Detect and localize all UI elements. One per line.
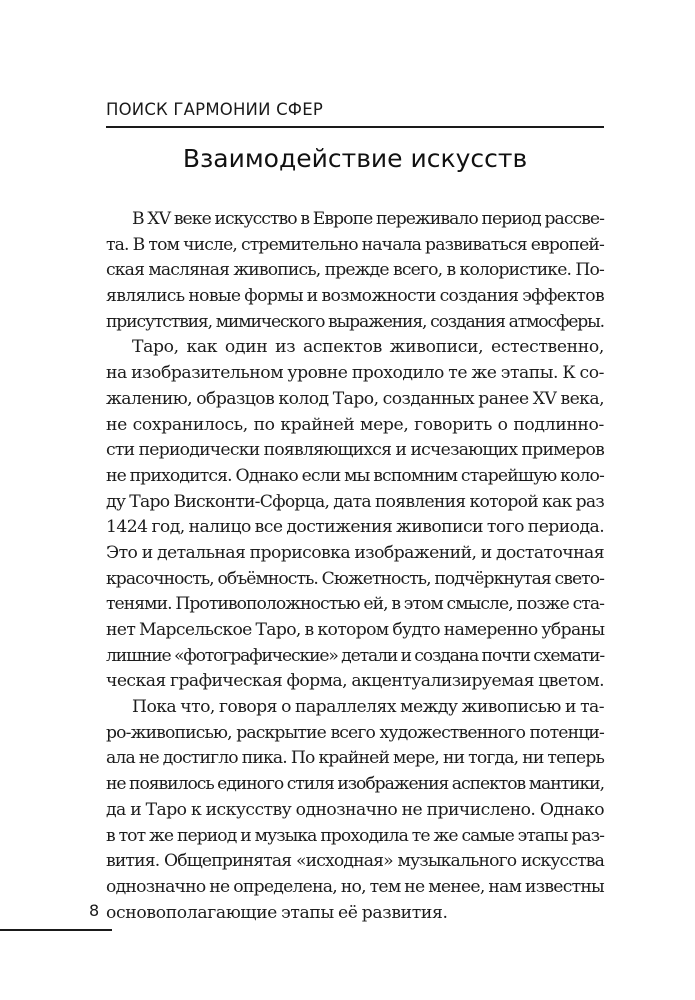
text-line: основополагающие этапы её развития. [106, 902, 448, 923]
text-line: Это и детальная прорисовка изображений, и достаточная [106, 542, 604, 563]
text-line: лишние «фотографические» детали и создана почти схемати- [106, 645, 604, 666]
text-line: не приходится. Однако если мы вспомним старейшую коло- [106, 465, 604, 486]
text-line: ская масляная живопись, прежде всего, в колористике. По- [106, 260, 604, 281]
body-text [106, 207, 604, 926]
text-line: ческая графическая форма, акцентуализируемая цветом. [106, 671, 604, 692]
footer-rule [0, 929, 112, 931]
header-rule [106, 126, 604, 128]
text-line: ду Таро Висконти-Сфорца, дата появления которой как раз [106, 491, 604, 512]
text-line: сти периодически появляющихся и исчезающих примеров [106, 440, 604, 461]
text-line: в тот же период и музыка проходила те же самые этапы раз- [106, 825, 604, 846]
text-line: не появилось единого стиля изображения аспектов мантики, [106, 774, 604, 795]
text-line: вития. Общепринятая «исходная» музыкального искусства [106, 851, 604, 872]
text-line: Таро, как один из аспектов живописи, естественно, [132, 337, 604, 358]
text-line: жалению, образцов колод Таро, созданных ранее XV века, [106, 388, 604, 409]
text-line: нет Марсельское Таро, в котором будто намеренно убраны [106, 620, 605, 640]
text-line: однозначно не определена, но, тем не менее, нам известны [106, 876, 604, 897]
text-line: не сохранилось, по крайней мере, говорить о подлинно- [106, 414, 604, 435]
text-line: на изобразительном уровне проходило те же этапы. К со- [106, 363, 604, 384]
text-line: да и Таро к искусству однозначно не причислено. Однако [106, 799, 604, 820]
text-line: та. В том числе, стремительно начала развиваться европей- [106, 234, 604, 255]
text-line: В XV веке искусство в Европе переживало период рассве- [132, 209, 604, 229]
text-line: присутствия, мимического выражения, создания атмосферы. [106, 311, 604, 332]
page-number: 8 [89, 901, 100, 920]
text-line: являлись новые формы и возможности создания эффектов [106, 286, 604, 307]
text-line: ро-живописью, раскрытие всего художественного потенци- [106, 722, 604, 743]
text-line: тенями. Противоположностью ей, в этом смысле, позже ста- [106, 594, 604, 615]
paragraph [106, 207, 604, 335]
chapter-title: Взаимодействие искусств [182, 144, 528, 173]
text-line: красочность, объёмность. Сюжетность, подчёркнутая свето- [106, 568, 604, 589]
text-line: 1424 год, налицо все достижения живописи того периода. [106, 517, 605, 538]
paragraph [106, 695, 604, 926]
text-line: Пока что, говоря о параллелях между живописью и та- [132, 697, 604, 718]
running-header-title: ПОИСК ГАРМОНИИ СФЕР [106, 100, 323, 119]
paragraph [106, 335, 604, 695]
text-line: ала не достигло пика. По крайней мере, ни тогда, ни теперь [106, 748, 604, 769]
